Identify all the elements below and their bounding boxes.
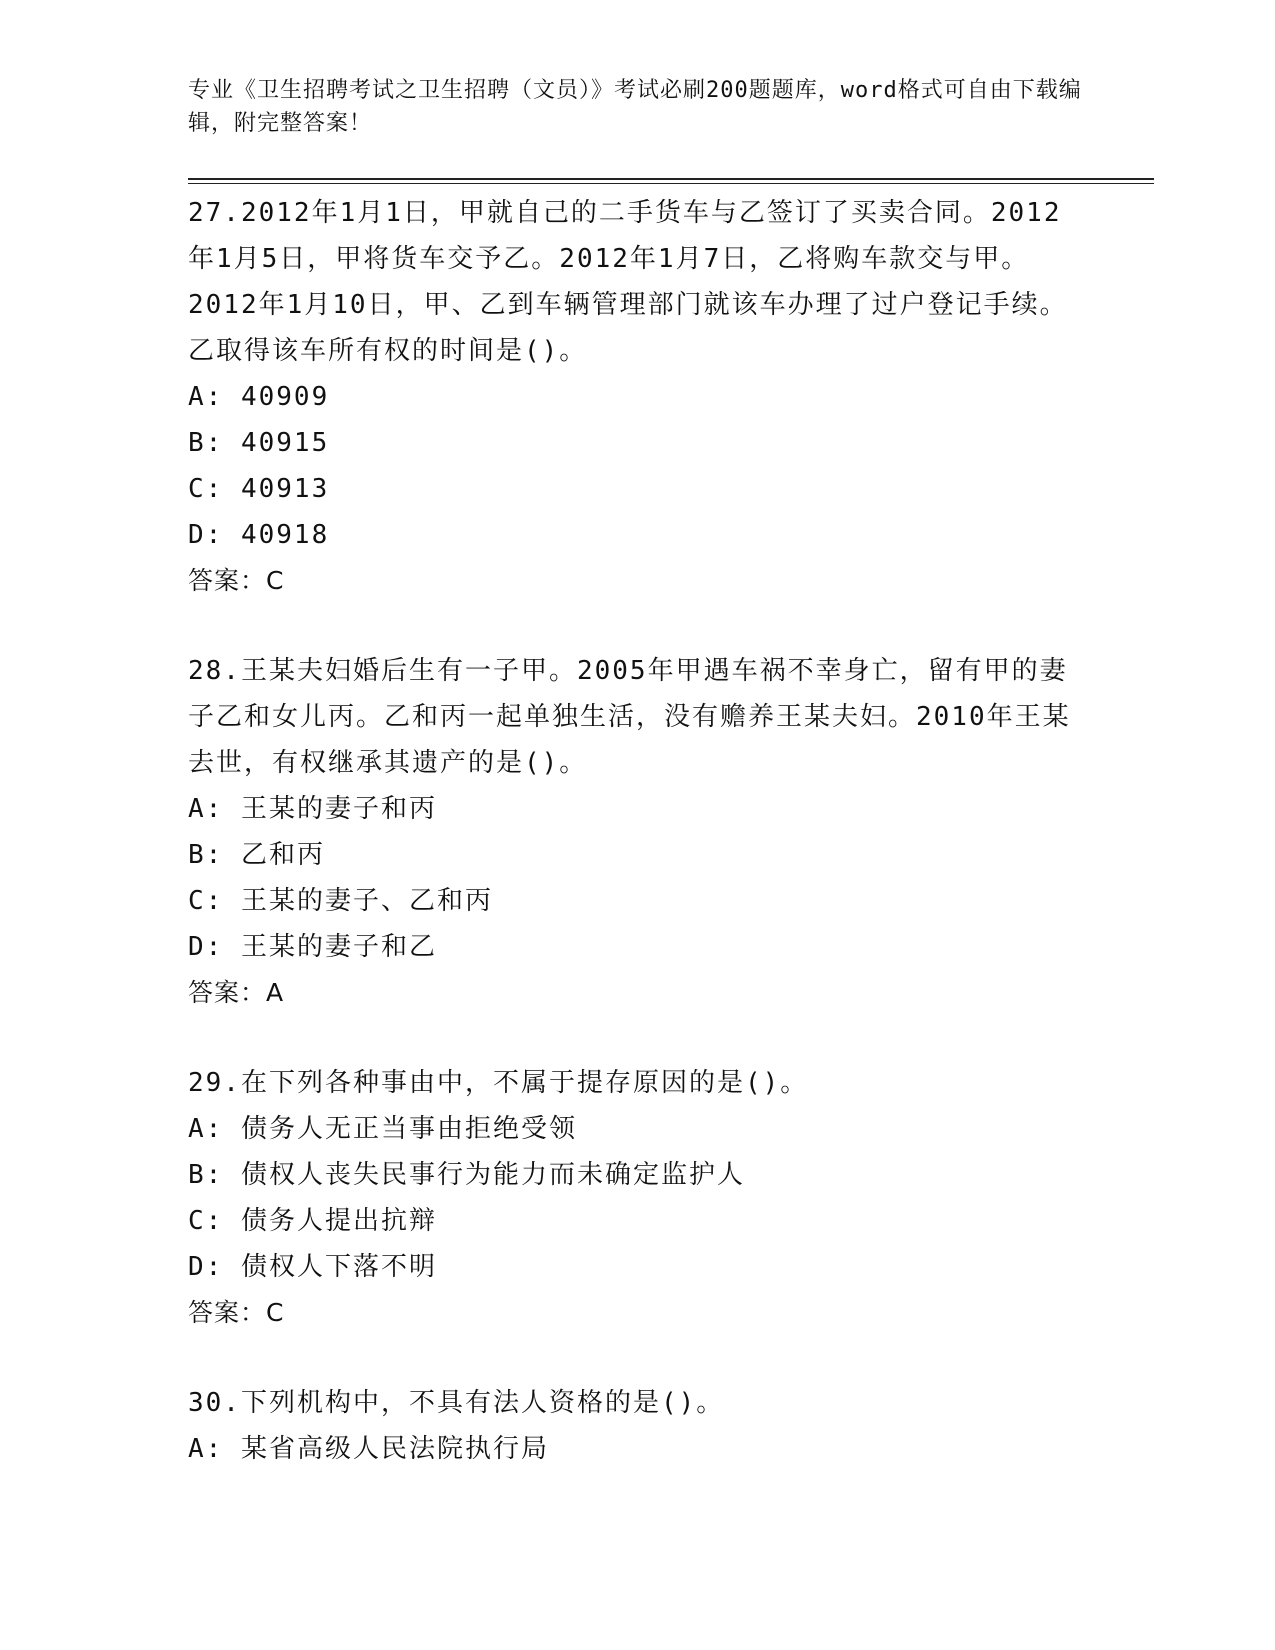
- question-spacer: [188, 604, 1088, 648]
- option-d: D: 40918: [188, 520, 330, 550]
- question-stem: 27.2012年1月1日，甲就自己的二手货车与乙签订了买卖合同。2012年1月5日，甲将货车交予乙。2012年1月7日，乙将购车款交与甲。2012年1月10日，甲、乙到车辆管理部门就该车办理了过户登记手续。乙取得该车所有权的时间是()。: [188, 198, 1068, 366]
- header-rule-thick: [188, 178, 1154, 180]
- option-a: A: 某省高级人民法院执行局: [188, 1434, 549, 1464]
- header-rule-thin: [188, 183, 1154, 184]
- option-b: B: 债权人丧失民事行为能力而未确定监护人: [188, 1160, 745, 1190]
- question-stem: 29.在下列各种事由中，不属于提存原因的是()。: [188, 1068, 809, 1098]
- answer-line: 答案：C: [188, 566, 285, 595]
- answer-line: 答案：A: [188, 978, 285, 1007]
- option-d: D: 王某的妻子和乙: [188, 932, 437, 962]
- document-header: 专业《卫生招聘考试之卫生招聘（文员）》考试必刷200题题库，word格式可自由下载编辑，附完整答案！: [188, 78, 1082, 136]
- question-list: [188, 190, 1088, 1472]
- question-stem: 28.王某夫妇婚后生有一子甲。2005年甲遇车祸不幸身亡，留有甲的妻子乙和女儿丙。乙和丙一起单独生活，没有赡养王某夫妇。2010年王某去世，有权继承其遗产的是()。: [188, 656, 1071, 778]
- option-d: D: 债权人下落不明: [188, 1252, 437, 1282]
- question-spacer: [188, 1336, 1088, 1380]
- option-c: C: 40913: [188, 474, 330, 504]
- option-a: A: 债务人无正当事由拒绝受领: [188, 1114, 577, 1144]
- question-29: [188, 1060, 1088, 1336]
- question-spacer: [188, 1016, 1088, 1060]
- option-a: A: 王某的妻子和丙: [188, 794, 437, 824]
- option-b: B: 乙和丙: [188, 840, 325, 870]
- option-a: A: 40909: [188, 382, 330, 412]
- answer-line: 答案：C: [188, 1298, 285, 1327]
- option-c: C: 王某的妻子、乙和丙: [188, 886, 493, 916]
- question-27: [188, 190, 1088, 604]
- option-c: C: 债务人提出抗辩: [188, 1206, 437, 1236]
- option-b: B: 40915: [188, 428, 330, 458]
- question-30: [188, 1380, 1088, 1472]
- question-28: [188, 648, 1088, 1016]
- question-stem: 30.下列机构中，不具有法人资格的是()。: [188, 1388, 725, 1418]
